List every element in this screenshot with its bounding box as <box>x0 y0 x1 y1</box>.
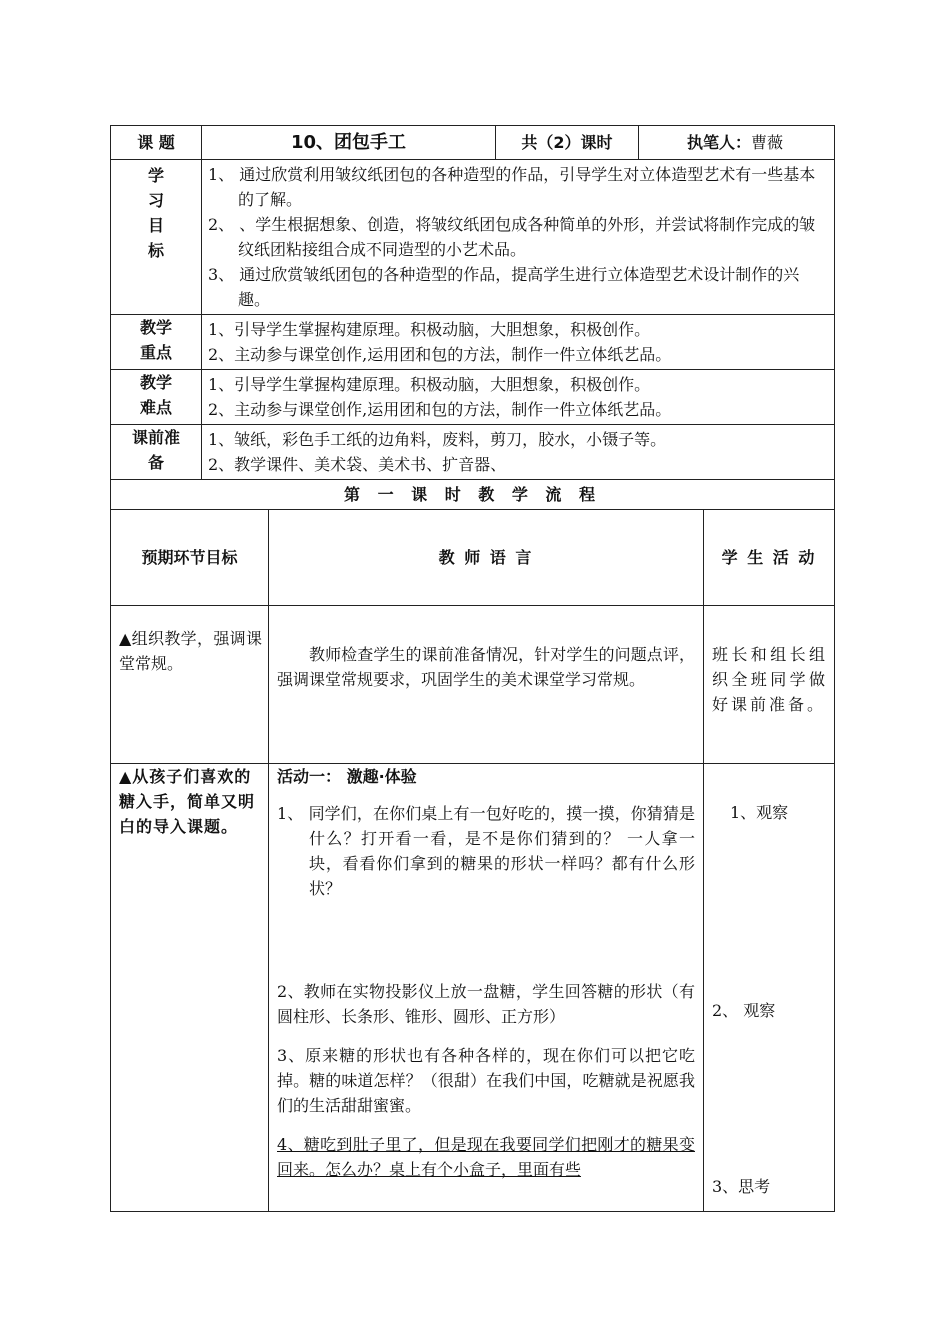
difficulty-item: 2、主动参与课堂创作,运用团和包的方法，制作一件立体纸艺品。 <box>208 400 672 419</box>
topic-label: 课 题 <box>111 126 202 160</box>
difficulty-item: 1、引导学生掌握构建原理。积极动脑，大胆想象，积极创作。 <box>208 375 651 394</box>
activity-title: 活动一： 激趣·体验 <box>277 767 417 786</box>
row1-goal: ▲组织教学，强调课堂常规。 <box>111 606 269 764</box>
goals-content <box>202 160 835 315</box>
author-cell <box>639 126 835 160</box>
lesson-plan-page <box>110 125 834 1212</box>
author-name: 曹薇 <box>751 133 784 152</box>
teaching-flow-table <box>110 509 835 1212</box>
student-step-2: 2、 观察 <box>712 1001 776 1020</box>
row2-goal: ▲从孩子们喜欢的糖入手，简单又明白的导入课题。 <box>111 764 269 1212</box>
preparation-label-line: 备 <box>147 453 164 472</box>
key-points-content <box>202 315 835 370</box>
goal-item: 3、 通过欣赏皱纸团包的各种造型的作品，提高学生进行立体造型艺术设计制作的兴趣。 <box>208 265 800 309</box>
flow-title: 第 一 课 时 教 学 流 程 <box>111 480 835 510</box>
row2-teacher <box>269 764 704 1212</box>
key-points-label <box>111 315 202 370</box>
student-step-3: 3、思考 <box>712 1177 771 1196</box>
difficulties-label-line: 教学 <box>139 373 172 392</box>
lesson-info-table <box>110 125 835 510</box>
teacher-step-2: 2、教师在实物投影仪上放一盘糖，学生回答糖的形状（有圆柱形、长条形、锥形、圆形、正方形） <box>277 982 695 1026</box>
key-points-label-line: 教学 <box>139 318 172 337</box>
goal-item: 2、 、学生根据想象、创造，将皱纹纸团包成各种简单的外形，并尝试将制作完成的皱纹纸团粘接组合成不同造型的小艺术品。 <box>208 215 816 259</box>
row2-student <box>704 764 835 1212</box>
teacher-step-3: 3、原来糖的形状也有各种各样的，现在你们可以把它吃掉。糖的味道怎样？（很甜）在我们中国，吃糖就是祝愿我们的生活甜甜蜜蜜。 <box>277 1046 695 1115</box>
difficulties-content <box>202 370 835 425</box>
goals-label-char: 目 <box>147 216 164 235</box>
preparation-item: 1、皱纸，彩色手工纸的边角料，废料，剪刀，胶水，小镊子等。 <box>208 430 667 449</box>
author-label: 执笔人： <box>687 133 752 152</box>
preparation-label-line: 课前准 <box>131 428 180 447</box>
teacher-step-4: 4、糖吃到肚子里了，但是现在我要同学们把刚才的糖果变回来。怎么办？桌上有个小盒子，里面有些 <box>277 1135 695 1179</box>
period-count: 共（2）课时 <box>496 126 639 160</box>
goals-label-char: 习 <box>147 191 164 210</box>
column-teacher-header: 教 师 语 言 <box>269 510 704 606</box>
teacher-step-1: 1、 同学们，在你们桌上有一包好吃的，摸一摸，你猜猜是什么？打开看一看，是不是你们猜到的？ 一人拿一块，看看你们拿到的糖果的形状一样吗？都有什么形状？ <box>277 804 695 898</box>
column-student-header: 学 生 活 动 <box>704 510 835 606</box>
row1-student: 班长和组长组织全班同学做好课前准备。 <box>704 606 835 764</box>
key-points-label-line: 重点 <box>139 343 172 362</box>
difficulties-label <box>111 370 202 425</box>
column-goal-header: 预期环节目标 <box>111 510 269 606</box>
difficulties-label-line: 难点 <box>139 398 172 417</box>
row1-teacher: 教师检查学生的课前准备情况，针对学生的问题点评，强调课堂常规要求，巩固学生的美术课堂学习常规。 <box>269 606 704 764</box>
preparation-content <box>202 425 835 480</box>
goals-label-char: 学 <box>147 166 164 185</box>
goals-label <box>111 160 202 315</box>
goals-label-char: 标 <box>147 241 164 260</box>
student-step-1: 1、观察 <box>730 803 789 822</box>
key-point-item: 2、主动参与课堂创作,运用团和包的方法，制作一件立体纸艺品。 <box>208 345 672 364</box>
key-point-item: 1、引导学生掌握构建原理。积极动脑，大胆想象，积极创作。 <box>208 320 651 339</box>
preparation-label <box>111 425 202 480</box>
lesson-title: 10、团包手工 <box>202 126 496 160</box>
preparation-item: 2、教学课件、美术袋、美术书、扩音器、 <box>208 455 507 474</box>
goal-item: 1、 通过欣赏利用皱纹纸团包的各种造型的作品，引导学生对立体造型艺术有一些基本的了解。 <box>208 165 816 209</box>
